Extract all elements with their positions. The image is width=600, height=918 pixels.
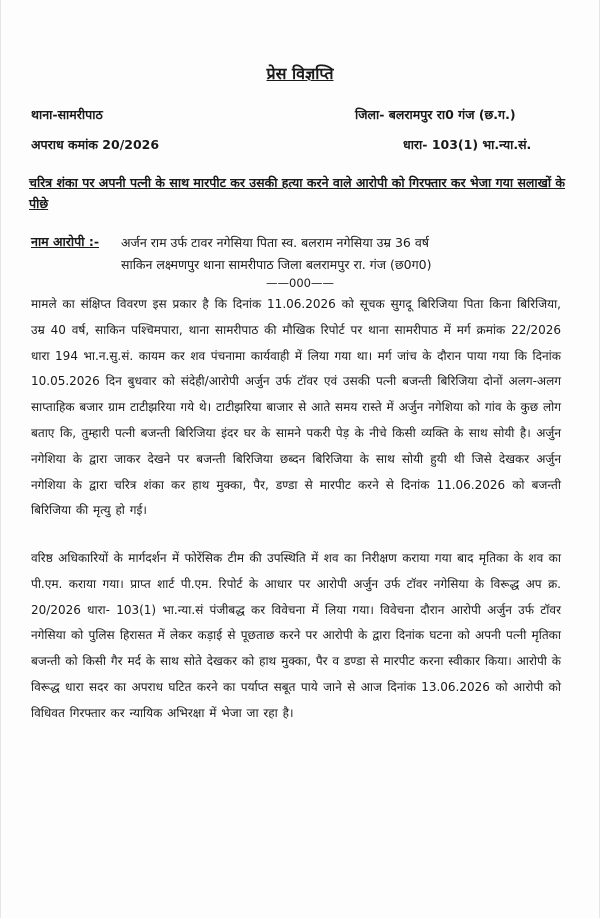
investigation-paragraph: वरिष्ठ अधिकारियों के मार्गदर्शन में फोरेंसिक टीम की उपस्थिति में शव का निरीक्षण कराया गया बाद मृतिका के शव का पी.एम. कराया गया। प्राप्त शार्ट पी.एम. रिपोर्ट के आधार पर आरोपी अर्जुन उर्फ टॉवर नगेसिया के विरूद्ध अप क्र. 20/2026 धारा- 103(1) भा.न्या.सं पंजीबद्ध कर विवेचना में लिया गया। विवेचना दौरान आरोपी अर्जुन उर्फ टॉवर नगेसिया को पुलिस हिरासत में लेकर कड़ाई से पूछताछ करने पर आरोपी के द्वारा दिनांक घटना को अपनी पत्नी मृतिका बजन्ती को किसी गैर मर्द के साथ सोते देखकर को हाथ मुक्का, पैर व डण्डा से मारपीट करना स्वीकार किया। आरोपी के विरूद्ध धारा सदर का अपराध घटित करने का पर्याप्त सबूत पाये जाने से आज दिनांक 13.06.2026 को आरोपी को विधिवत गिरफ्तार कर न्यायिक अभिरक्षा में भेजा जा रहा है। xyxy=(31,551,561,720)
release-heading: चरित्र शंका पर अपनी पत्नी के साथ मारपीट कर उसकी हत्या करने वाले आरोपी को गिरफ्तार कर भेजा गया सलाखों के पीछे xyxy=(29,175,566,211)
accused-label: नाम आरोपी :- xyxy=(31,234,100,249)
document-title: प्रेस विज्ञप्ति xyxy=(266,64,334,83)
case-summary-paragraph: मामले का संक्षिप्त विवरण इस प्रकार है कि दिनांक 11.06.2026 को सूचक सुगदू बिरिजिया पिता किना बिरिजिया, उम्र 40 वर्ष, साकिन पश्चिमपारा, थाना सामरीपाठ की मौखिक रिपोर्ट पर थाना सामरीपाठ में मर्ग क्रमांक 22/2026 धारा 194 भा.न.सु.सं. कायम कर शव पंचनामा कार्यवाही में लिया गया था। मर्ग जांच के दौरान पाया गया कि दिनांक 10.05.2026 दिन बुधवार को संदेही/आरोपी अर्जुन उर्फ टॉवर एवं उसकी पत्नी बजन्ती बिरिजिया दोनों अलग-अलग साप्ताहिक बजार ग्राम टाटीझरिया गये थे। टाटीझरिया बाजार से आते समय रास्ते में अर्जुन नगेशिया को गांव के कुछ लोग बताए कि, तुम्हारी पत्नी बजन्ती बिरिजिया इंदर घर के सामने पकरी पेड़ के नीचे किसी व्यक्ति के साथ सोयी है। अर्जुन नगेशिया के द्वारा जाकर देखने पर बजन्ती बिरिजिया छब्दन बिरिजिया के साथ सोयी हुयी थी जिसे देखकर अर्जुन नगेशिया के द्वारा चरित्र शंका कर हाथ मुक्का, पैर, डण्डा से मारपीट करने से दिनांक 11.06.2026 को बजन्ती बिरिजिया की मृत्यु हो गई। xyxy=(31,297,561,518)
crime-number: अपराध कमांक 20/2026 xyxy=(31,137,160,152)
accused-details-line1: अर्जन राम उर्फ टावर नगेसिया पिता स्व. बलराम नगेसिया उम्र 36 वर्ष xyxy=(121,235,430,250)
district: जिला- बलरामपुर रा0 गंज (छ.ग.) xyxy=(355,107,516,122)
separator: ——000—— xyxy=(266,276,334,290)
police-station: थाना-सामरीपाठ xyxy=(31,107,103,122)
accused-details-line2: साकिन लक्ष्मणपुर थाना सामरीपाठ जिला बलरामपुर रा. गंज (छ0ग0) xyxy=(121,257,432,272)
legal-section: धारा- 103(1) भा.न्या.सं. xyxy=(403,137,532,152)
